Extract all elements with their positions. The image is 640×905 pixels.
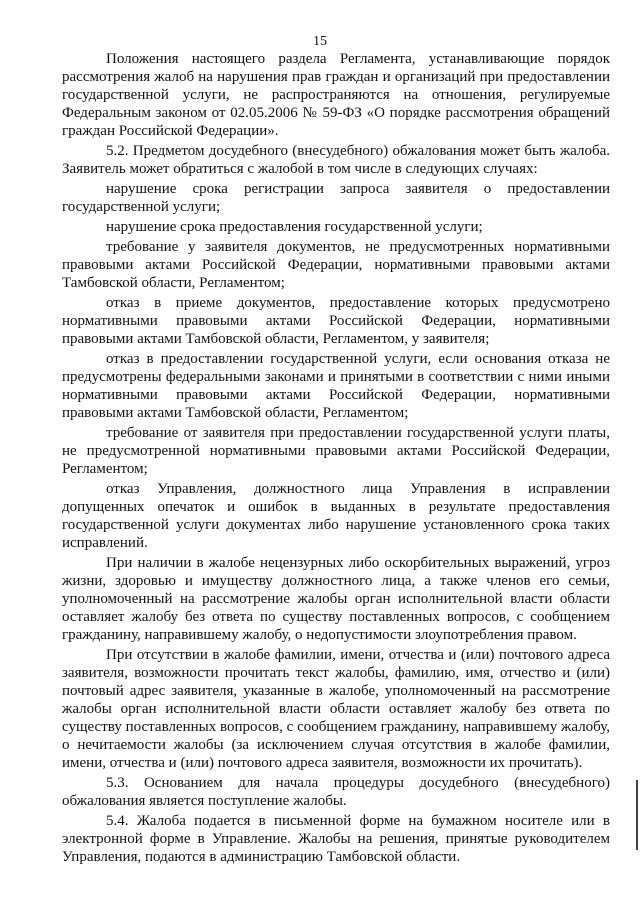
paragraph-5-3-basis: 5.3. Основанием для начала процедуры досудебного (внесудебного) обжалования является поступление жалобы. xyxy=(62,775,610,809)
paragraph-5-4-submission: 5.4. Жалоба подается в письменной форме на бумажном носителе или в электронной форме в Управление. Жалобы на решения, принятые руководителем Управления, подаются в администрацию Тамбовской области. xyxy=(62,813,610,865)
paragraph-scope-exclusion: Положения настоящего раздела Регламента, устанавливающие порядок рассмотрения жалоб на нарушения прав граждан и организаций при предоставлении государственной услуги, не распространяются на отношения, регулируемые Федеральным законом от 02.05.2006 № 59-ФЗ «О порядке рассмотрения обращений граждан Российской Федерации». xyxy=(62,51,610,139)
page-number: 15 xyxy=(313,34,327,49)
document-body xyxy=(62,50,610,868)
paragraph-obscene-complaint: При наличии в жалобе нецензурных либо оскорбительных выражений, угроз жизни, здоровью и имуществу должностного лица, а также членов его семьи, уполномоченный на рассмотрение жалобы орган исполнительной власти области оставляет жалобу без ответа по существу поставленных вопросов, с сообщением гражданину, направившему жалобу, о недопустимости злоупотребления правом. xyxy=(62,555,610,643)
case-extra-documents: требование у заявителя документов, не предусмотренных нормативными правовыми актами Российской Федерации, нормативными правовыми актами Тамбовской области, Регламентом; xyxy=(62,239,610,291)
case-service-deadline: нарушение срока предоставления государственной услуги; xyxy=(106,219,483,235)
case-fee-demand: требование от заявителя при предоставлении государственной услуги платы, не предусмотренной нормативными правовыми актами Российской Федерации, Регламентом; xyxy=(62,425,610,477)
scan-edge-mark xyxy=(636,780,638,850)
paragraph-missing-details: При отсутствии в жалобе фамилии, имени, отчества и (или) почтового адреса заявителя, возможности прочитать текст жалобы, фамилию, имя, отчество и (или) почтовый адрес заявителя, указанные в жалобе, уполномоченный на рассмотрение жалобы орган исполнительной власти области оставляет жалобу без ответа по существу поставленных вопросов, с сообщением гражданину, направившему жалобу, о нечитаемости жалобы (за исключением случая отсутствия в жалобе фамилии, имени, отчества и (или) почтового адреса заявителя, возможности их прочитать). xyxy=(62,647,610,771)
case-registration-deadline: нарушение срока регистрации запроса заявителя о предоставлении государственной услуги; xyxy=(62,181,610,215)
case-service-refusal: отказ в предоставлении государственной услуги, если основания отказа не предусмотрены федеральными законами и принятыми в соответствии с ними иными нормативными правовыми актами Российской Федерации, нормативными правовыми актами Тамбовской области, Регламентом; xyxy=(62,351,610,421)
paragraph-5-2-subject: 5.2. Предметом досудебного (внесудебного) обжалования может быть жалоба. Заявитель может обратиться с жалобой в том числе в следующих случаях: xyxy=(62,143,610,177)
case-document-refusal: отказ в приеме документов, предоставление которых предусмотрено нормативными правовыми актами Российской Федерации, нормативными правовыми актами Тамбовской области, Регламентом, у заявителя; xyxy=(62,295,610,347)
case-correction-refusal: отказ Управления, должностного лица Управления в исправлении допущенных опечаток и ошибок в выданных в результате предоставления государственной услуги документах либо нарушение установленного срока таких исправлений. xyxy=(62,481,610,551)
